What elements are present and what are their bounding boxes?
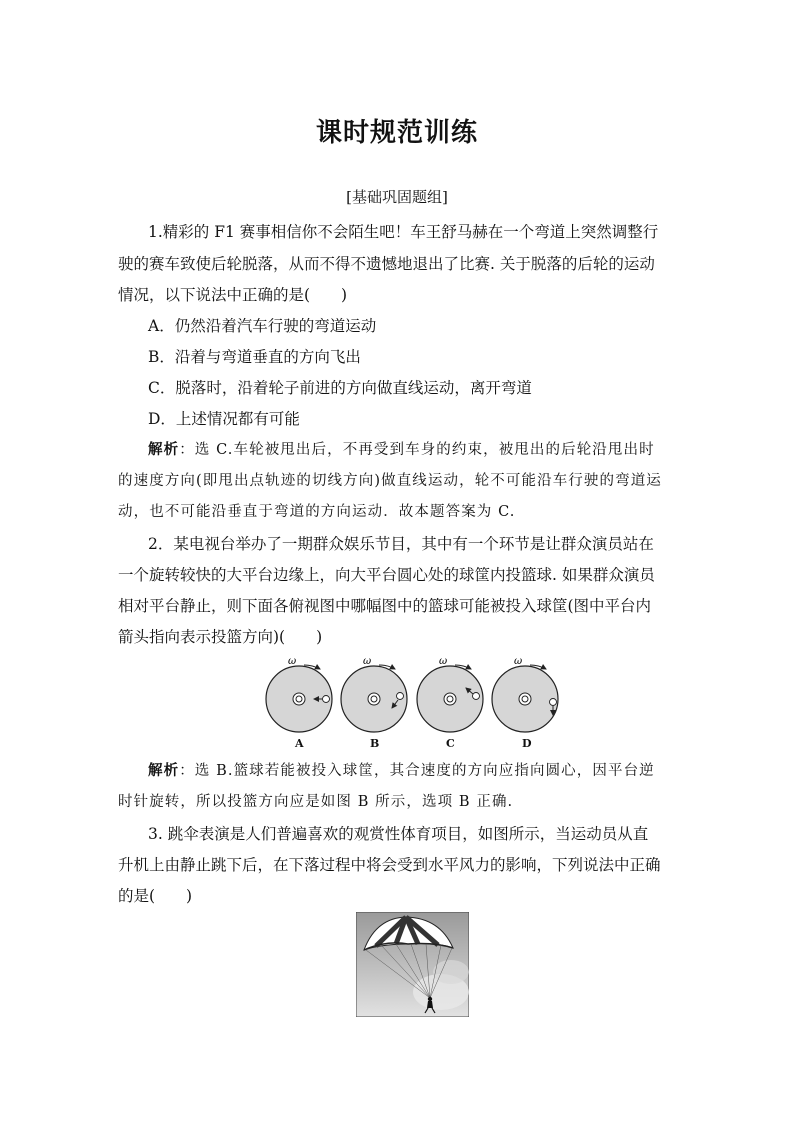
figure-label-d: D xyxy=(522,737,532,750)
platform-diagram xyxy=(264,654,564,754)
q2-stem-line-4: 箭头指向表示投篮方向)( ) xyxy=(118,628,323,646)
q2-stem-line-3: 相对平台静止，则下面各俯视图中哪幅图中的篮球可能被投入球筐(图中平台内 xyxy=(118,597,652,615)
platform-c xyxy=(417,656,483,732)
omega-label-a: ω xyxy=(288,656,297,667)
q1-stem-line-1: 1.精彩的 F1 赛事相信你不会陌生吧！车王舒马赫在一个弯道上突然调整行 xyxy=(148,223,659,241)
q3-stem-line-1: 3. 跳伞表演是人们普遍喜欢的观赏性体育项目，如图所示，当运动员从直 xyxy=(148,825,649,843)
omega-label-b: ω xyxy=(363,656,372,667)
q3-stem-line-2: 升机上由静止跳下后，在下落过程中将会受到水平风力的影响，下列说法中正确 xyxy=(118,856,661,874)
q1-stem-line-3: 情况，以下说法中正确的是( ) xyxy=(118,286,348,304)
figure-label-a: A xyxy=(295,737,304,750)
analysis-label: 解析 xyxy=(148,441,180,458)
figure-label-b: B xyxy=(370,737,380,750)
q1-analysis-line-1: 解析：选 C.车轮被甩出后，不再受到车身的约束，被甩出的后轮沿甩出时 xyxy=(148,441,655,458)
omega-label-d: ω xyxy=(514,656,523,667)
q3-stem-line-3: 的是( ) xyxy=(118,887,193,905)
q2-analysis-line-2: 时针旋转，所以投篮方向应是如图 B 所示，选项 B 正确. xyxy=(118,794,514,810)
q1-option-a: A．仍然沿着汽车行驶的弯道运动 xyxy=(148,317,377,335)
q1-option-d: D．上述情况都有可能 xyxy=(148,410,300,428)
analysis-label: 解析 xyxy=(148,762,180,779)
q2-stem-line-1: 2．某电视台举办了一期群众娱乐节目，其中有一个环节是让群众演员站在 xyxy=(148,535,654,553)
section-heading: [基础巩固题组] xyxy=(346,188,448,206)
figure-label-c: C xyxy=(446,737,455,750)
q1-option-b: B．沿着与弯道垂直的方向飞出 xyxy=(148,348,361,366)
platform-figure xyxy=(264,654,564,758)
omega-label-c: ω xyxy=(439,656,448,667)
q1-stem-line-2: 驶的赛车致使后轮脱落，从而不得不遗憾地退出了比赛. 关于脱落的后轮的运动 xyxy=(118,255,655,273)
q1-analysis-line-2: 的速度方向(即甩出点轨迹的切线方向)做直线运动，轮不可能沿车行驶的弯道运 xyxy=(118,473,662,489)
q1-analysis-line-3: 动，也不可能沿垂直于弯道的方向运动．故本题答案为 C. xyxy=(118,504,516,520)
parachute-photo xyxy=(356,912,469,1017)
q2-analysis-line-1: 解析：选 B.篮球若能被投入球筐，其合速度的方向应指向圆心，因平台逆 xyxy=(148,762,655,779)
platform-a xyxy=(266,656,332,732)
q1-option-c: C．脱落时，沿着轮子前进的方向做直线运动，离开弯道 xyxy=(148,379,532,397)
platform-b xyxy=(341,656,407,732)
page-title: 课时规范训练 xyxy=(315,118,478,148)
q2-stem-line-2: 一个旋转较快的大平台边缘上，向大平台圆心处的球筐内投篮球. 如果群众演员 xyxy=(118,566,655,584)
platform-d xyxy=(492,656,558,732)
